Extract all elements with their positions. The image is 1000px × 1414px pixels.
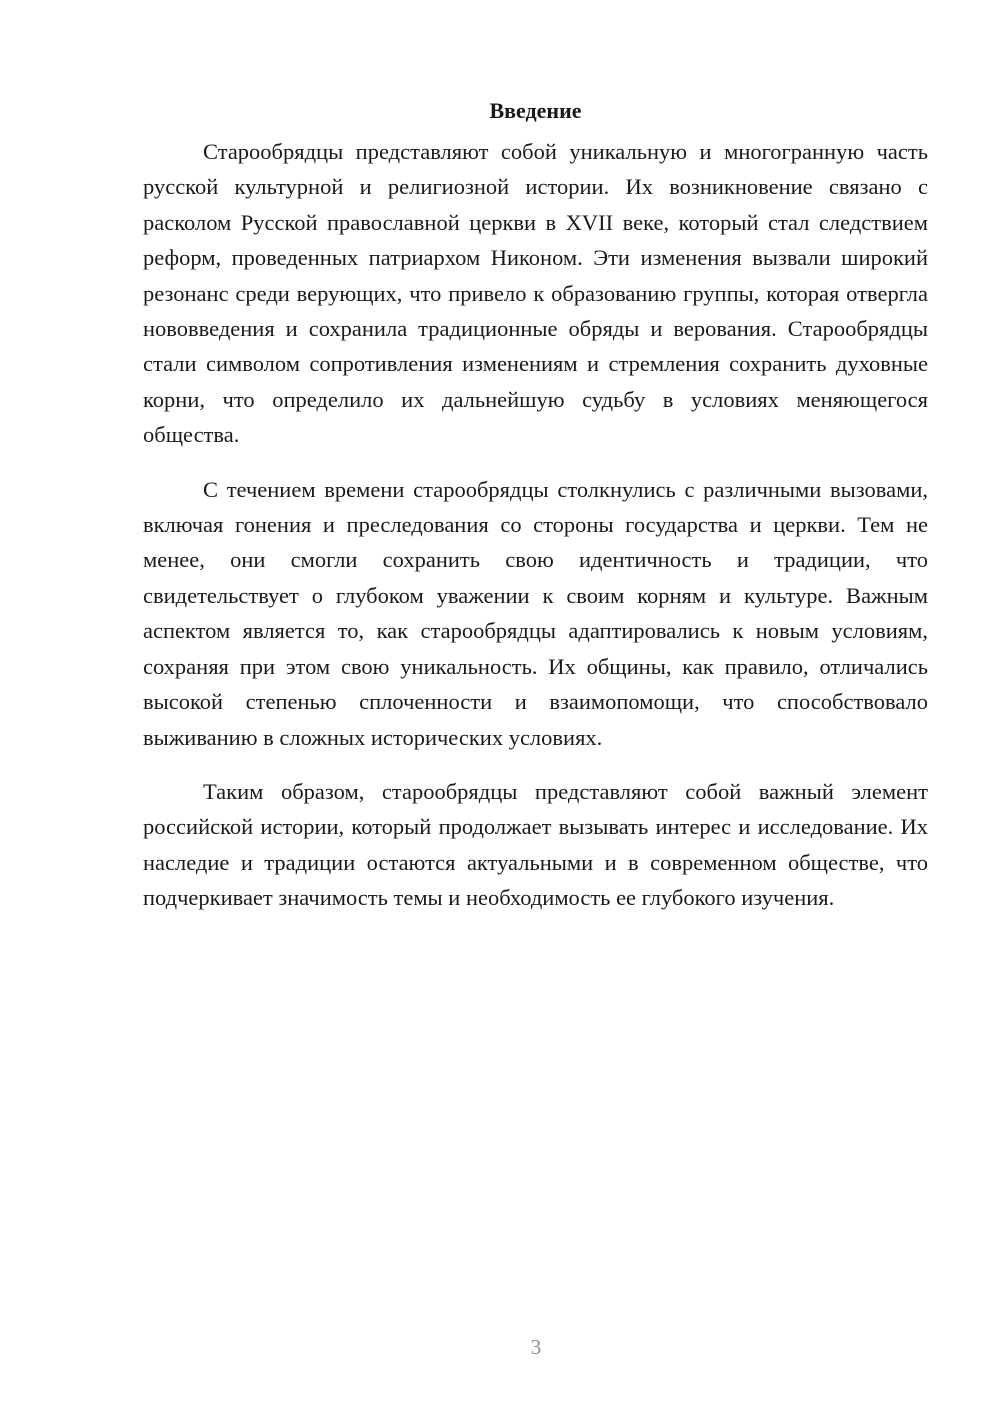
paragraph-3: Таким образом, старообрядцы представляют собой важный элемент российской истории, который продолжает вызывать интерес и исследование. Их наследие и традиции остаются актуальными и в современном обществе, что подчеркивает значимость темы и необходимость ее глубокого изучения.: [143, 778, 928, 911]
page-content: [143, 96, 928, 935]
paragraph-2: С течением времени старообрядцы столкнулись с различными вызовами, включая гонения и преследования со стороны государства и церкви. Тем не менее, они смогли сохранить свою идентичность и традиции, что свидетельствует о глубоком уважении к своим корням и культуре. Важным аспектом является то, как старообрядцы адаптировались к новым условиям, сохраняя при этом свою уникальность. Их общины, как правило, отличались высокой степенью сплоченности и взаимопомощи, что способствовало выживанию в сложных исторических условиях.: [143, 476, 928, 750]
paragraph-1: Старообрядцы представляют собой уникальную и многогранную часть русской культурной и религиозной истории. Их возникновение связано с расколом Русской православной церкви в XVII веке, который стал следствием реформ, проведенных патриархом Никоном. Эти изменения вызвали широкий резонанс среди верующих, что привело к образованию группы, которая отвергла нововведения и сохранила традиционные обряды и верования. Старообрядцы стали символом сопротивления изменениям и стремления сохранить духовные корни, что определило их дальнейшую судьбу в условиях меняющегося общества.: [143, 139, 928, 448]
section-title: Введение: [489, 98, 582, 123]
page-number: 3: [530, 1335, 542, 1359]
